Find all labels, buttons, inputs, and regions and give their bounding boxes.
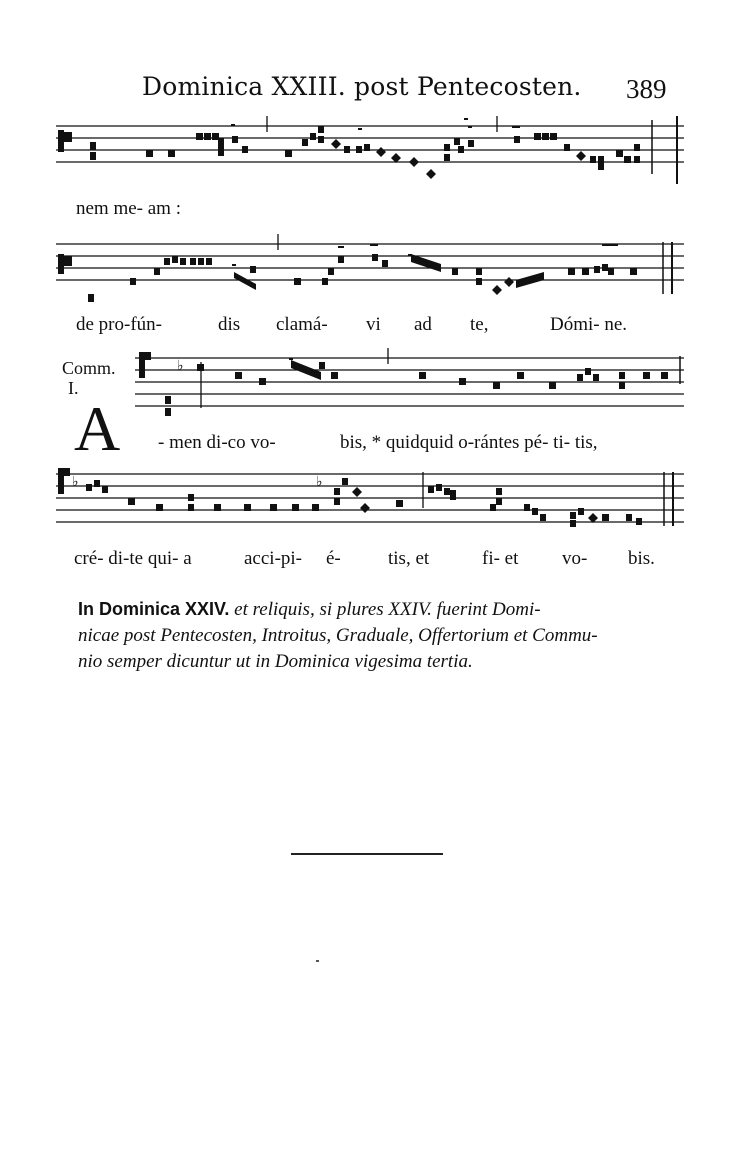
drop-cap: A <box>74 393 121 464</box>
communion-mode: I. <box>68 378 79 398</box>
chant-staff-2 <box>56 234 684 308</box>
chant-staff-4 <box>56 464 684 544</box>
lyric-syllable: tis, et <box>388 548 430 569</box>
chant-staff-1 <box>56 116 684 192</box>
lyric-syllable: de pro-fún- <box>76 314 162 335</box>
rubric-line-1 <box>78 596 678 623</box>
lyric-syllable: - men di-co vo- <box>158 432 276 453</box>
rubric-line-3: nio semper dicuntur ut in Dominica vigesima tertia. <box>78 651 473 672</box>
communion-label: Comm. <box>62 358 116 378</box>
rubric-paragraph <box>78 596 678 675</box>
lyric-syllable: vo- <box>562 548 588 569</box>
lyric-syllable: bis. <box>628 548 655 569</box>
svg-text:♭: ♭ <box>177 358 184 374</box>
rubric-heading: In Dominica XXIV. <box>78 599 230 619</box>
lyric-syllable: fi- et <box>482 548 519 569</box>
lyric-syllable: Dómi- ne. <box>550 314 628 335</box>
lyric-syllable: dis <box>218 314 241 335</box>
lyric-syllable: vi <box>366 314 381 335</box>
svg-text:♭: ♭ <box>72 474 79 490</box>
section-divider <box>291 853 443 855</box>
print-speck <box>316 960 319 962</box>
lyric-syllable: clamá- <box>276 314 328 335</box>
page-header <box>0 72 744 112</box>
svg-text:♭: ♭ <box>316 474 323 490</box>
rubric-text: et reliquis, si plures XXIV. fuerint Domi- <box>234 599 541 620</box>
lyric-syllable: cré- di-te qui- a <box>74 548 192 569</box>
lyric-syllable: acci-pi- <box>244 548 303 569</box>
rubric-line-2: nicae post Pentecosten, Introitus, Graduale, Offertorium et Commu- <box>78 625 598 646</box>
lyric-syllable: te, <box>470 314 489 335</box>
page-title: Dominica XXIII. post Pentecosten. <box>142 72 582 101</box>
lyric-syllable: é- <box>326 548 341 569</box>
chant-staff-3 <box>135 348 684 422</box>
page-number: 389 <box>626 74 667 104</box>
lyric-syllable: ad <box>414 314 432 335</box>
lyric-syllable: bis, * quidquid o-rántes pé- ti- tis, <box>340 432 598 453</box>
lyric-syllable: nem me- am : <box>76 198 181 219</box>
